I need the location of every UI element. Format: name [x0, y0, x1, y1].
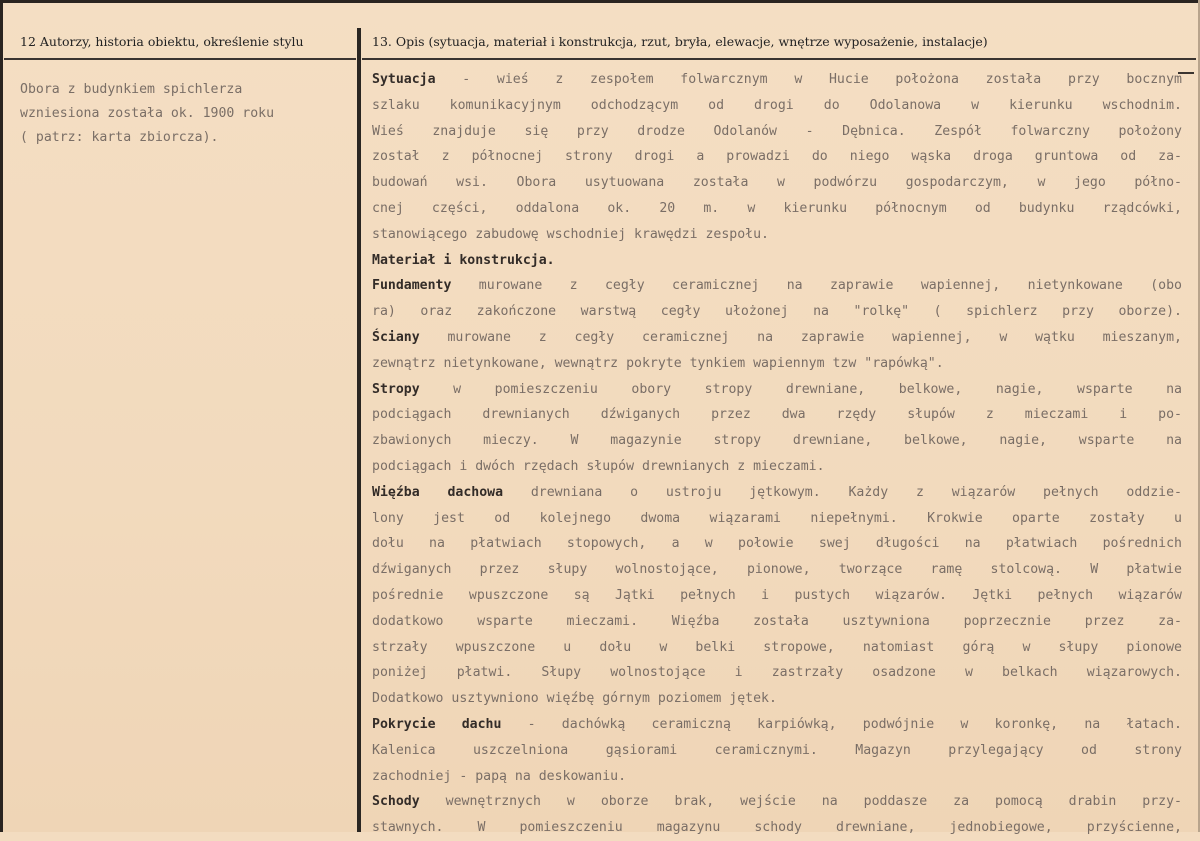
section-heading: Ściany: [372, 329, 420, 345]
line-text: szlaku komunikacyjnym odchodzącym od drogi do Odolanowa w kierunku wschodnim.: [372, 97, 1182, 113]
line-text: lony jest od kolejnego dwoma wiązarami niepełnymi. Krokwie oparte zostały u: [372, 510, 1182, 526]
section-heading: Schody: [372, 794, 420, 810]
line-text: poniżej płatwi. Słupy wolnostojące i zastrzały osadzone w belkach wiązarowych.: [372, 665, 1182, 681]
description-line: [372, 222, 1182, 248]
description-line: [372, 170, 1182, 196]
line-text: podciągach drewnianych dźwiganych przez dwa rzędy słupów z mieczami i po-: [372, 407, 1182, 423]
section-heading: Fundamenty: [372, 278, 452, 294]
column-divider: [357, 28, 361, 832]
line-text: dołu na płatwiach stopowych, a w połowie swej długości na płatwiach pośrednich: [372, 536, 1182, 552]
description-line: [372, 454, 1182, 480]
line-text: budowań wsi. Obora usytuowana została w podwórzu gospodarczym, w jego półno-: [372, 175, 1182, 191]
description-line: [372, 196, 1182, 222]
description-line: [372, 686, 1182, 712]
header-rule-left: [4, 58, 356, 60]
description-line: [372, 67, 1182, 93]
description-line: [372, 93, 1182, 119]
section-heading: Materiał i konstrukcja.: [372, 252, 555, 268]
description-line: [372, 480, 1182, 506]
line-text: zewnątrz nietynkowane, wewnątrz pokryte tynkiem wapiennym tzw "rapówką".: [372, 355, 944, 371]
description-line: [372, 299, 1182, 325]
line-text: - dachówką ceramiczną karpiówką, podwójnie w koronkę, na łatach.: [501, 716, 1182, 732]
history-line: Obora z budynkiem spichlerza: [20, 82, 243, 97]
top-edge: [0, 0, 1200, 3]
description-line: [372, 660, 1182, 686]
description-line: [372, 325, 1182, 351]
line-text: w pomieszczeniu obory stropy drewniane, belkowe, nagie, wsparte na: [419, 381, 1182, 397]
header-rule-right: [362, 58, 1196, 60]
description-line: [372, 377, 1182, 403]
description-line: [372, 583, 1182, 609]
description-line: [372, 738, 1182, 764]
history-line: wzniesiona została ok. 1900 roku: [20, 106, 275, 121]
description-line: [372, 609, 1182, 635]
section-heading: Sytuacja: [372, 72, 436, 87]
description-line: [372, 557, 1182, 583]
line-text: został z północnej strony drogi a prowadzi do niego wąska droga gruntowa od za-: [372, 149, 1182, 165]
line-text: stanowiącego zabudowę wschodniej krawędzi zespołu.: [372, 226, 769, 242]
line-text: stawnych. W pomieszczeniu magazynu schody drewniane, jednobiegowe, przyścienne,: [372, 820, 1182, 836]
description-line: [372, 273, 1182, 299]
line-text: zachodniej - papą na deskowaniu.: [372, 768, 627, 784]
line-text: Kalenica uszczelniona gąsiorami ceramicznymi. Magazyn przylegający od strony: [372, 742, 1182, 758]
line-text: Wieś znajduje się przy drodze Odolanów - Dębnica. Zespół folwarczny położony: [372, 123, 1182, 139]
history-line: ( patrz: karta zbiorcza).: [20, 130, 219, 145]
line-text: murowane z cegły ceramicznej na zaprawie wapiennej, w wątku mieszanym,: [419, 329, 1182, 345]
description-line: [372, 351, 1182, 377]
line-text: ra) oraz zakończone warstwą cegły ułożonej na "rolkę" ( spichlerz przy oborze).: [372, 304, 1182, 320]
line-text: dźwiganych przez słupy wolnostojące, pionowe, tworzące ramę stolcową. W płatwie: [372, 562, 1182, 578]
section-heading: Pokrycie dachu: [372, 716, 502, 732]
line-text: pośrednie wpuszczone są Jątki pełnych i pustych wiązarów. Jętki pełnych wiązarów: [372, 587, 1182, 603]
description-line: [372, 402, 1182, 428]
line-text: Dodatkowo usztywniono więźbę górnym poziomem jętek.: [372, 691, 777, 707]
line-text: murowane z cegły ceramicznej na zaprawie wapiennej, nietynkowane (obo: [451, 278, 1182, 294]
line-text: strzały wpuszczone u dołu w belki stropowe, natomiast górą w słupy pionowe: [372, 639, 1182, 655]
line-text: dodatkowo wsparte mieczami. Więźba została usztywniona poprzecznie przez za-: [372, 613, 1182, 629]
left-edge: [0, 0, 3, 832]
description-line: [372, 428, 1182, 454]
description-line: [372, 144, 1182, 170]
description-line: [372, 635, 1182, 661]
section-13-header: 13. Opis (sytuacja, materiał i konstrukcja, rzut, bryła, elewacje, wnętrze wyposażenie, instalacje): [372, 34, 988, 49]
description-line: [372, 531, 1182, 557]
line-text: - wieś z zespołem folwarcznym w Hucie położona została przy bocznym: [435, 72, 1182, 87]
section-12-header: 12 Autorzy, historia obiektu, określenie stylu: [20, 34, 304, 49]
section-heading: Stropy: [372, 381, 420, 397]
description-line: [372, 815, 1182, 841]
line-text: zbawionych mieczy. W magazynie stropy drewniane, belkowe, nagie, wsparte na: [372, 433, 1182, 449]
description-line: [372, 712, 1182, 738]
description-line: [372, 248, 1182, 274]
line-text: wewnętrznych w oborze brak, wejście na poddasze za pomocą drabin przy-: [419, 794, 1182, 810]
description-line: [372, 789, 1182, 815]
line-text: podciągach i dwóch rzędach słupów drewnianych z mieczami.: [372, 458, 825, 474]
description-line: [372, 764, 1182, 790]
description-line: [372, 506, 1182, 532]
description-text: [372, 67, 1182, 841]
line-text: cnej części, oddalona ok. 20 m. w kierunku północnym od budynku rządcówki,: [372, 200, 1182, 216]
line-text: drewniana o ustroju jętkowym. Każdy z wiązarów pełnych oddzie-: [503, 484, 1182, 500]
history-text: [20, 78, 350, 150]
section-heading: Więźba dachowa: [372, 484, 504, 500]
description-line: [372, 119, 1182, 145]
